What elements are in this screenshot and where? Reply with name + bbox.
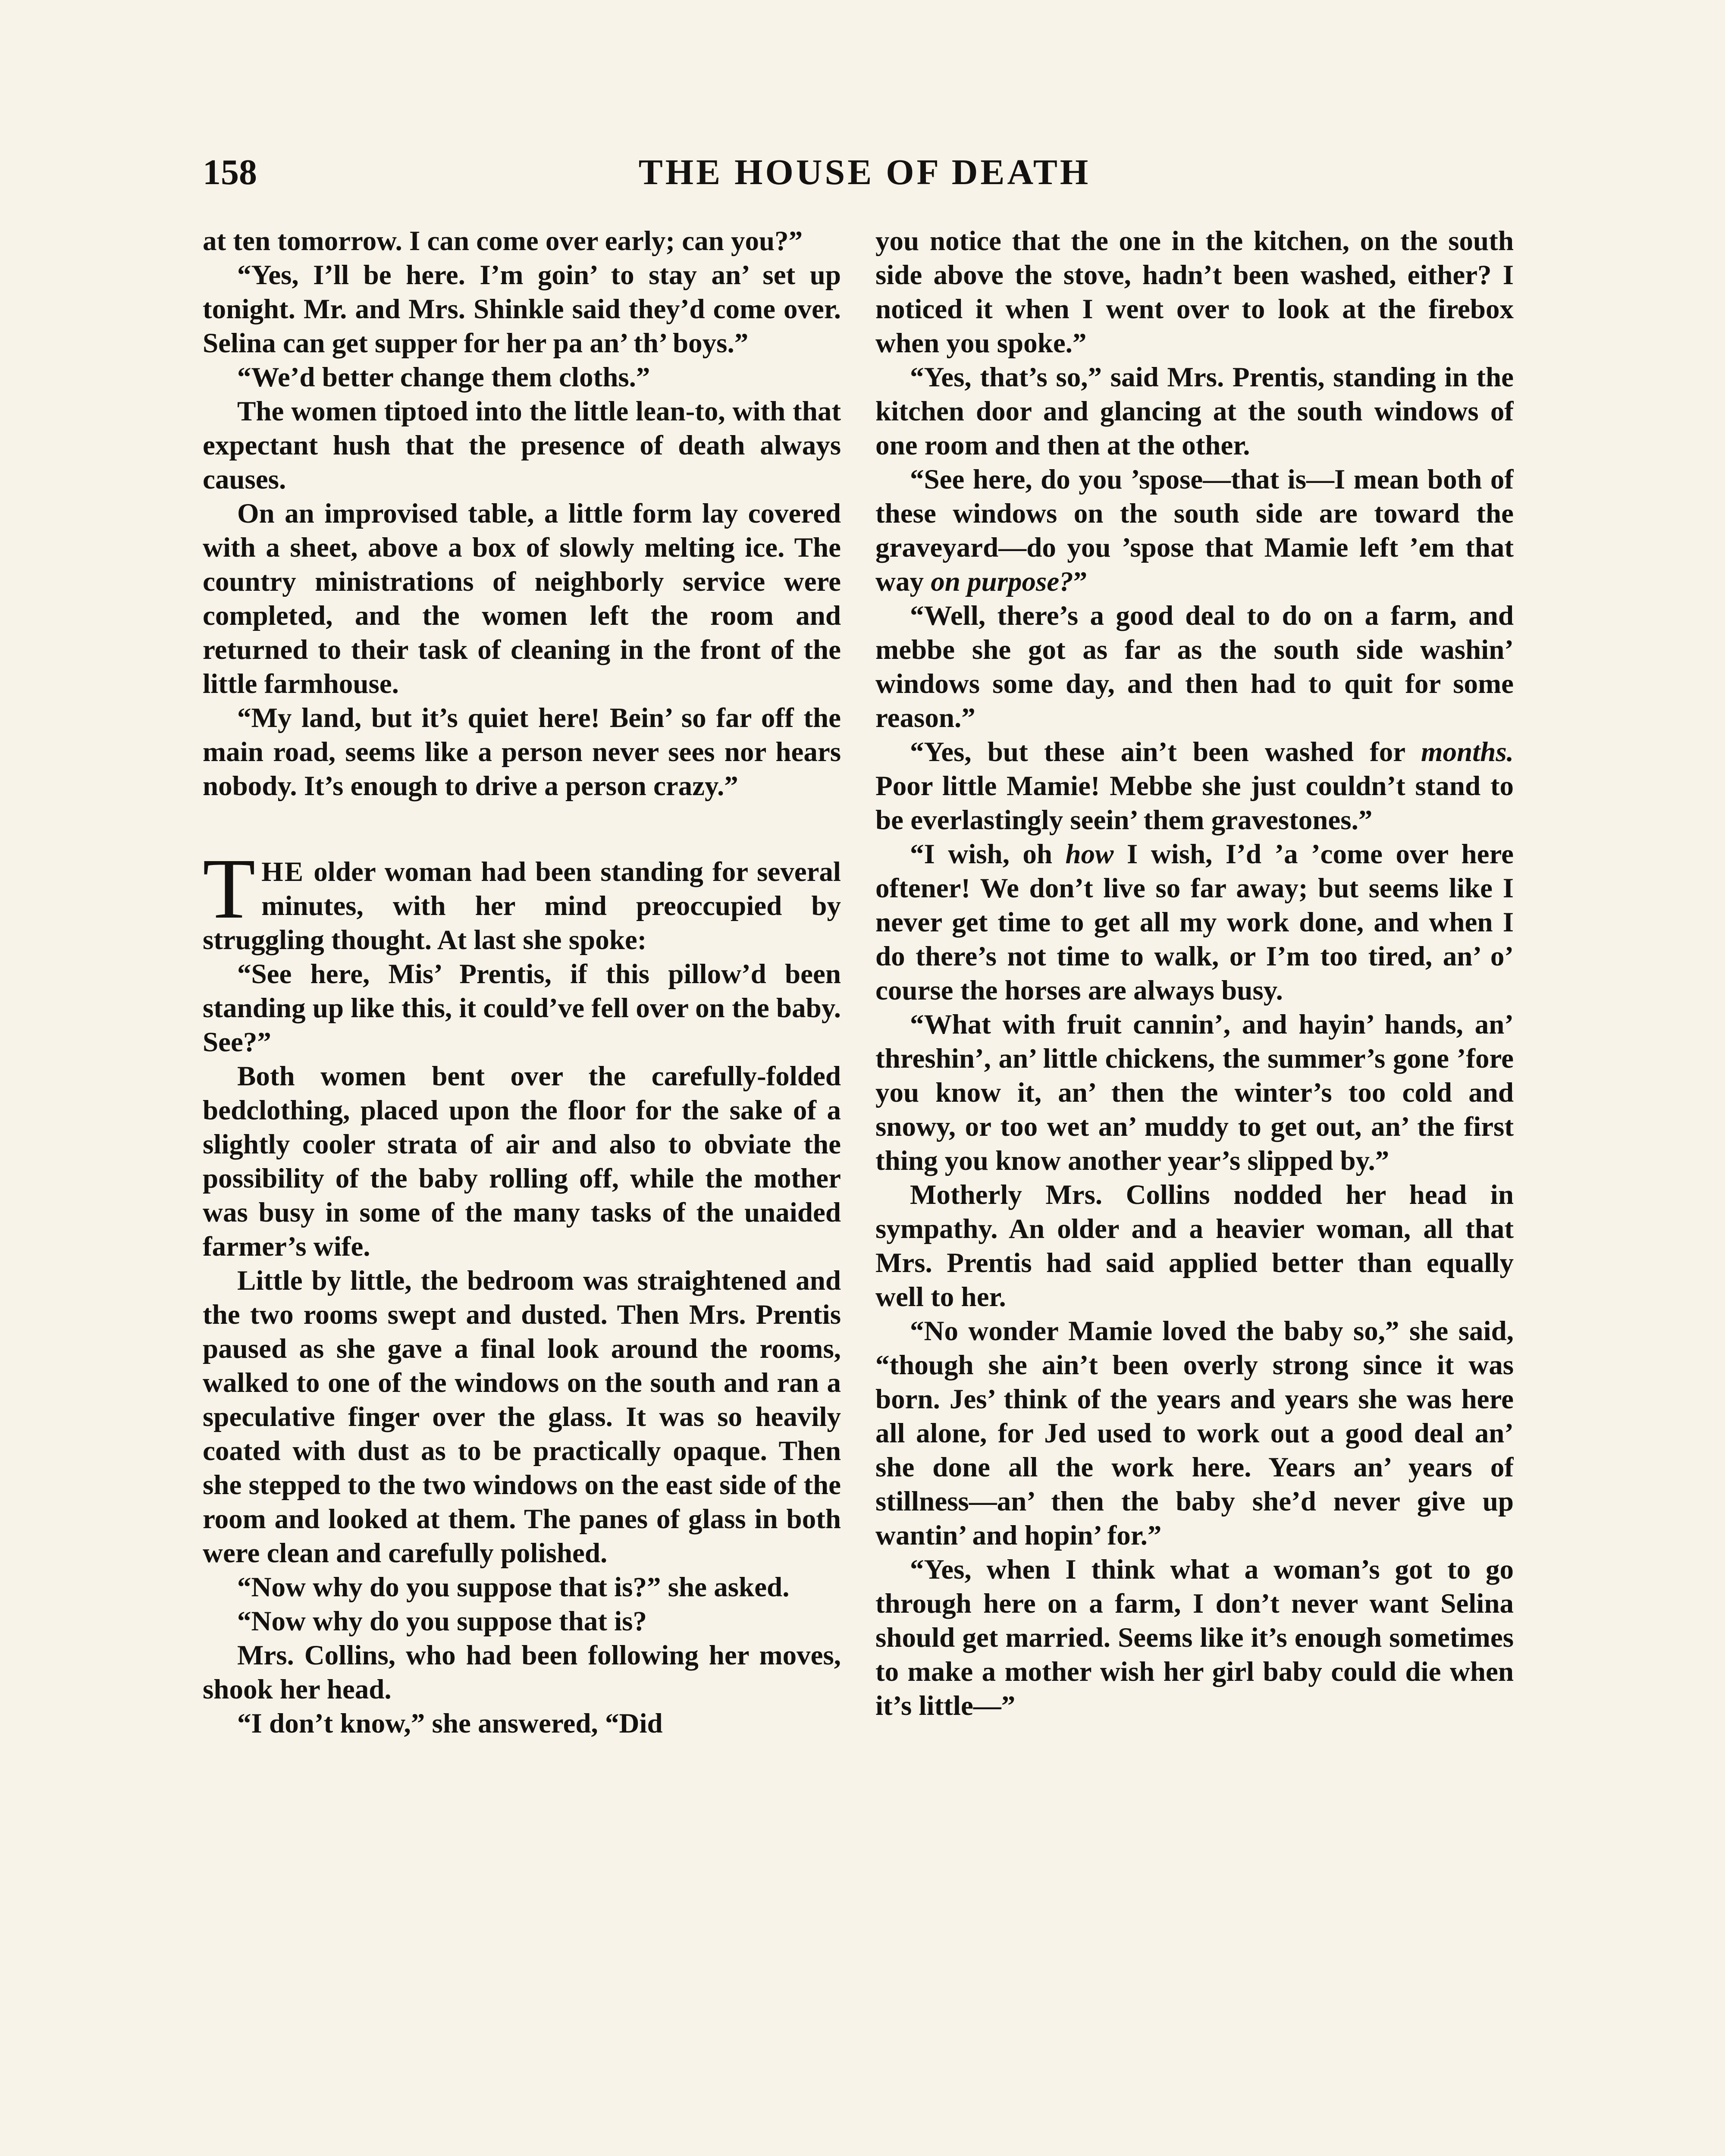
paragraph: Motherly Mrs. Collins nodded her head in sympathy. An older and a heavier woman, all that Mrs. Prentis had said applied better than equally well to her.	[875, 1179, 1514, 1313]
paragraph	[875, 463, 1514, 599]
paragraph: Both women bent over the carefully-folded bedclothing, placed upon the floor for the sake of a slightly cooler strata of air and also to obviate the possibility of the baby rolling off, while the mother was busy in some of the many tasks of the unaided farmer’s wife.	[203, 1061, 841, 1262]
paragraph: The women tiptoed into the little lean-to, with that expectant hush that the presence of death always causes.	[203, 396, 841, 495]
paragraph: Mrs. Collins, who had been following her moves, shook her head.	[203, 1640, 841, 1705]
paragraph: “Well, there’s a good deal to do on a farm, and mebbe she got as far as the south side washin’ windows some day, and then had to quit for some reason.”	[875, 600, 1514, 733]
left-column	[203, 224, 841, 2156]
running-head: THE HOUSE OF DEATH	[638, 152, 1091, 192]
page-header	[203, 147, 1527, 207]
paragraph: “Now why do you suppose that is?	[237, 1606, 647, 1637]
lead-in: HE	[261, 856, 305, 887]
paragraph-text: “See here, do you ’spose—that is—I mean both of these windows on the south side are toward the graveyard—do you ’spose that Mamie left ’em that way	[875, 464, 1514, 597]
paragraph: “I don’t know,” she answered, “Did	[237, 1708, 663, 1739]
paragraph: “Yes, when I think what a woman’s got to go through here on a farm, I don’t never want Selina should get married. Seems like it’s enough sometimes to make a mother wish her girl baby could die when it’s little—”	[875, 1554, 1514, 1721]
paragraph: at ten tomorrow. I can come over early; can you?”	[203, 226, 803, 257]
paragraph-text: “Yes, but these ain’t been washed for	[910, 736, 1421, 768]
paragraph-text: “I wish, oh	[910, 839, 1066, 870]
paragraph: “No wonder Mamie loved the baby so,” she said, “though she ain’t been overly strong since it was born. Jes’ think of the years and years she was here all alone, for Jed used to work out a good deal an’ she done all the work here. Years an’ years of stillness—an’ then the baby she’d never give up wantin’ and hopin’ for.”	[875, 1316, 1514, 1551]
drop-cap: T	[203, 841, 256, 937]
paragraph: you notice that the one in the kitchen, on the south side above the stove, hadn’t been washed, either? I noticed it when I went over to look at the firebox when you spoke.”	[875, 226, 1514, 359]
paragraph	[875, 735, 1514, 837]
paragraph: “Now why do you suppose that is?” she asked.	[237, 1572, 790, 1603]
paragraph-text: older woman had been standing for several minutes, with her mind preoccupied by struggling thought. At last she spoke:	[203, 856, 841, 956]
paragraph: “Yes, I’ll be here. I’m goin’ to stay an’ set up tonight. Mr. and Mrs. Shinkle said they’d come over. Selina can get supper for her pa an’ th’ boys.”	[203, 260, 841, 359]
paragraph-text: ”	[1073, 566, 1088, 597]
emphasis: how	[1065, 839, 1114, 870]
right-column	[875, 224, 1514, 2156]
paragraph: “What with fruit cannin’, and hayin’ hands, an’ threshin’, an’ little chickens, the summer’s gone ’fore you know it, an’ then the winter’s too cold and snowy, or too wet an’ muddy to get out, an’ the first thing you know another year’s slipped by.”	[875, 1009, 1514, 1176]
emphasis: on purpose?	[931, 566, 1073, 597]
paragraph-text: Poor little Mamie! Mebbe she just couldn’t stand to be everlastingly seein’ them gravestones.”	[875, 771, 1514, 836]
emphasis: months.	[1421, 736, 1514, 768]
paragraph: “See here, Mis’ Prentis, if this pillow’d been standing up like this, it could’ve fell over on the baby. See?”	[203, 959, 841, 1058]
paragraph: Little by little, the bedroom was straightened and the two rooms swept and dusted. Then Mrs. Prentis paused as she gave a final look around the rooms, walked to one of the windows on the south and ran a speculative finger over the glass. It was so heavily coated with dust as to be practically opaque. Then she stepped to the two windows on the east side of the room and looked at them. The panes of glass in both were clean and carefully polished.	[203, 1265, 841, 1569]
paragraph	[875, 837, 1514, 1008]
paragraph: “Yes, that’s so,” said Mrs. Prentis, standing in the kitchen door and glancing at the south windows of one room and then at the other.	[875, 362, 1514, 461]
paragraph: “My land, but it’s quiet here! Bein’ so far off the main road, seems like a person never sees nor hears nobody. It’s enough to drive a person crazy.”	[203, 702, 841, 802]
page-number: 158	[203, 152, 257, 192]
dropcap-paragraph	[203, 841, 841, 957]
section-break	[203, 803, 841, 855]
paragraph: On an improvised table, a little form lay covered with a sheet, above a box of slowly melting ice. The country ministrations of neighborly service were completed, and the women left the room and returned to their task of cleaning in the front of the little farmhouse.	[203, 498, 841, 699]
paragraph: “We’d better change them cloths.”	[237, 362, 650, 393]
paragraph-text: I wish, I’d ’a ’come over here oftener! We don’t live so far away; but seems like I never get time to get all my work done, and when I do there’s not time to walk, or I’m too tired, an’ o’ course the horses are always busy.	[875, 839, 1514, 1006]
